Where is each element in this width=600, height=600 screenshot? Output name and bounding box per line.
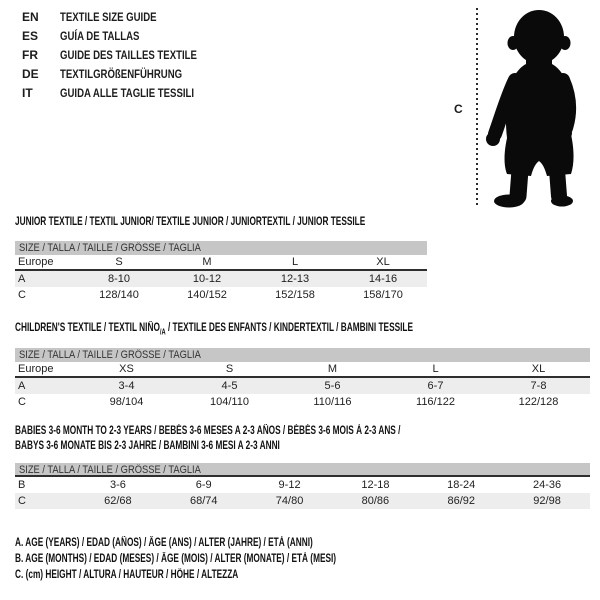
table-row-age-months [15, 477, 590, 493]
age-cell: 14-16 [368, 273, 398, 285]
height-figure [450, 6, 600, 212]
size-cell: S [115, 256, 123, 268]
height-cell: 80/86 [361, 495, 390, 507]
language-code: IT [22, 85, 33, 100]
height-cell: 152/158 [275, 289, 315, 301]
size-cell: L [291, 256, 299, 268]
row-label-cell: A [18, 380, 26, 392]
table-row-age [15, 271, 427, 287]
language-code: FR [22, 47, 38, 62]
language-row-es [22, 26, 231, 45]
row-label-cell: C [18, 396, 26, 408]
row-label-cell: C [18, 289, 26, 301]
size-cell: M [202, 256, 212, 268]
language-label: TEXTILE SIZE GUIDE [60, 9, 157, 24]
age-cell: 18-24 [447, 479, 476, 491]
age-cell: 3-4 [118, 380, 135, 392]
table-row-age [15, 378, 590, 394]
footnote-a: A. AGE (YEARS) / EDAD (AÑOS) / ÂGE (ANS) / ALTER (JAHRE) / ETÀ (ANNI) [15, 537, 313, 549]
height-cell: 98/104 [109, 396, 144, 408]
table-row-height [15, 493, 590, 509]
age-cell: 7-8 [530, 380, 547, 392]
height-cell: 140/152 [187, 289, 227, 301]
language-row-it [22, 83, 231, 102]
height-cell: 86/92 [447, 495, 475, 507]
language-row-fr [22, 45, 231, 64]
height-cell: 62/68 [104, 495, 132, 507]
age-cell: 3-6 [109, 479, 126, 491]
age-cell: 6-7 [427, 380, 444, 392]
table-row-sizes [15, 362, 590, 378]
age-cell: 6-9 [195, 479, 212, 491]
language-label: GUÍA DE TALLAS [60, 28, 140, 43]
babies-size-table [15, 463, 590, 509]
height-cell: 158/170 [363, 289, 403, 301]
height-cell: 104/110 [210, 396, 249, 408]
age-cell: 4-5 [221, 380, 238, 392]
language-label: GUIDE DES TAILLES TEXTILE [60, 47, 197, 62]
age-cell: 10-12 [192, 273, 222, 285]
baby-silhouette [482, 6, 596, 208]
region-label-cell: Europe [18, 363, 54, 375]
children-table-title: CHILDREN'S TEXTILE / TEXTIL $NIÑO_{/A}$ / TEXTILE DES ENFANTS / KINDERTEXTIL / BAMBINI TESSILE [15, 322, 414, 337]
height-marker-dotted-line [476, 8, 478, 208]
children-size-table [15, 348, 590, 410]
size-cell: L [432, 363, 439, 375]
age-cell: 9-12 [278, 479, 301, 491]
language-label: GUIDA ALLE TAGLIE TESSILI [60, 85, 195, 100]
size-cell: XS [119, 363, 134, 375]
footnote-b: B. AGE (MONTHS) / EDAD (MESES) / ÂGE (MOIS) / ALTER (MONATE) / ETÀ (MESI) [15, 553, 337, 565]
language-label: TEXTILGRÖßENFÜHRUNG [60, 66, 183, 81]
junior-size-table [15, 241, 427, 303]
height-cell: 74/80 [275, 495, 304, 507]
size-header-bar: SIZE / TALLA / TAILLE / GRÖSSE / TAGLIA [15, 348, 590, 362]
junior-table-title: JUNIOR TEXTILE / TEXTIL JUNIOR/ TEXTILE JUNIOR / JUNIORTEXTIL / JUNIOR TESSILE [15, 216, 366, 228]
language-row-de [22, 64, 231, 83]
language-code: ES [22, 28, 39, 43]
height-cell: 92/98 [533, 495, 561, 507]
table-row-height [15, 394, 590, 410]
row-label-cell: A [18, 273, 26, 285]
age-cell: 5-6 [324, 380, 341, 392]
language-row-en [22, 7, 231, 26]
size-header-bar: SIZE / TALLA / TAILLE / GRÖSSE / TAGLIA [15, 241, 427, 255]
size-cell: M [327, 363, 338, 375]
age-cell: 12-18 [361, 479, 390, 491]
size-cell: XL [376, 256, 390, 268]
language-code: DE [22, 66, 39, 81]
table-row-height [15, 287, 427, 303]
age-cell: 24-36 [532, 479, 562, 491]
babies-table-title: BABIES 3-6 MONTH TO 2-3 YEARS / BEBÉS 3-6 MESES A 2-3 AÑOS / BÉBÉS 3-6 MOIS À 2-3 ANS / BABYS 3-6 MONATE BIS 2-3 JAHRE / BAMBINI 3-6 MESI A 2-3 ANNI [15, 425, 401, 452]
size-cell: XL [531, 363, 546, 375]
height-cell: 122/128 [518, 396, 559, 408]
size-cell: S [225, 363, 234, 375]
region-label-cell: Europe [18, 256, 54, 268]
language-code: EN [22, 9, 39, 24]
height-cell: 116/122 [416, 396, 455, 408]
height-cell: 128/140 [99, 289, 139, 301]
size-header-bar: SIZE / TALLA / TAILLE / GRÖSSE / TAGLIA [15, 463, 590, 477]
height-marker-label: C [454, 102, 463, 116]
age-cell: 12-13 [280, 273, 310, 285]
row-label-cell: C [18, 495, 26, 507]
row-label-cell: B [18, 479, 26, 491]
footnote-c: C. (cm) HEIGHT / ALTURA / HAUTEUR / HÖHE / ALTEZZA [15, 569, 239, 581]
height-cell: 110/116 [313, 396, 352, 408]
height-cell: 68/74 [189, 495, 218, 507]
table-row-sizes [15, 255, 427, 271]
age-cell: 8-10 [107, 273, 131, 285]
language-list [22, 7, 231, 102]
